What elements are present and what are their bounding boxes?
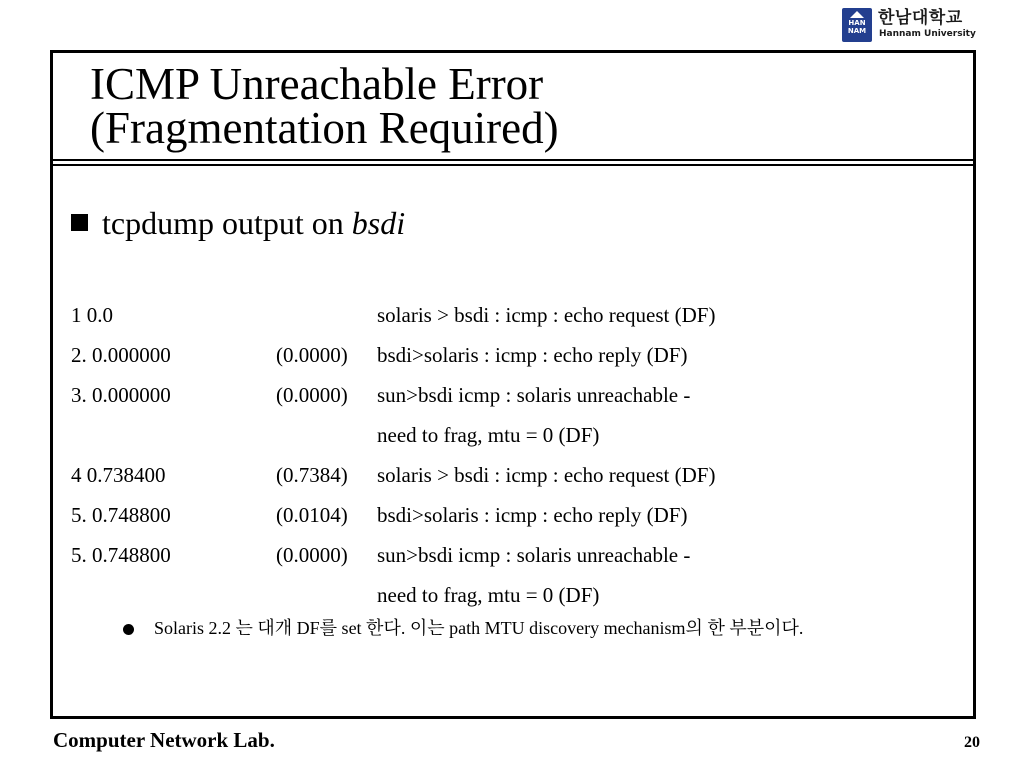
row-delta: (0.0104) [276, 503, 348, 527]
row-number-time: 2. 0.000000 [71, 343, 171, 367]
university-logo [842, 6, 982, 44]
tcpdump-output [71, 295, 951, 615]
footer-lab-name: Computer Network Lab. [53, 728, 275, 752]
slide-title-line2: (Fragmentation Required) [90, 103, 559, 153]
slide-title-line1: ICMP Unreachable Error [90, 59, 544, 109]
page-number: 20 [964, 734, 980, 751]
round-bullet-icon [123, 624, 134, 635]
emblem-text [842, 19, 872, 35]
row-description: need to frag, mtu = 0 (DF) [377, 423, 600, 447]
university-emblem-icon [842, 8, 872, 42]
slide-frame [50, 50, 976, 719]
row-number-time: 3. 0.000000 [71, 383, 171, 407]
main-bullet [71, 205, 405, 241]
slide-title-area [53, 53, 973, 159]
title-divider [53, 159, 973, 166]
output-row-6-continued [71, 575, 951, 615]
row-delta: (0.0000) [276, 343, 348, 367]
university-name-korean: 한남대학교 [878, 8, 963, 28]
square-bullet-icon [71, 214, 88, 231]
output-row-3 [71, 375, 951, 415]
row-description: need to frag, mtu = 0 (DF) [377, 583, 600, 607]
row-description: bsdi>solaris : icmp : echo reply (DF) [377, 343, 688, 367]
emblem-text-line1: HAN [848, 19, 866, 27]
sub-bullet-note [123, 615, 963, 642]
note-text: Solaris 2.2 는 대개 DF를 set 한다. 이는 path MTU discovery mechanism의 한 부분이다. [154, 618, 804, 638]
main-bullet-text: tcpdump output on [102, 205, 352, 241]
row-number-time: 5. 0.748800 [71, 503, 171, 527]
output-row-2 [71, 335, 951, 375]
output-row-4 [71, 455, 951, 495]
row-delta: (0.7384) [276, 463, 348, 487]
row-delta: (0.0000) [276, 383, 348, 407]
output-row-6 [71, 535, 951, 575]
row-description: solaris > bsdi : icmp : echo request (DF) [377, 463, 716, 487]
output-row-5 [71, 495, 951, 535]
output-row-3-continued [71, 415, 951, 455]
row-description: solaris > bsdi : icmp : echo request (DF) [377, 303, 716, 327]
row-description: sun>bsdi icmp : solaris unreachable - [377, 383, 691, 407]
university-name-english: Hannam University [879, 29, 976, 39]
emblem-text-line2: NAM [847, 27, 867, 35]
house-icon [850, 11, 864, 18]
main-bullet-emphasis: bsdi [351, 205, 406, 241]
row-delta: (0.0000) [276, 543, 348, 567]
row-number-time: 1 0.0 [71, 303, 113, 327]
row-number-time: 4 0.738400 [71, 463, 166, 487]
output-row-1 [71, 295, 951, 335]
row-number-time: 5. 0.748800 [71, 543, 171, 567]
row-description: sun>bsdi icmp : solaris unreachable - [377, 543, 691, 567]
row-description: bsdi>solaris : icmp : echo reply (DF) [377, 503, 688, 527]
